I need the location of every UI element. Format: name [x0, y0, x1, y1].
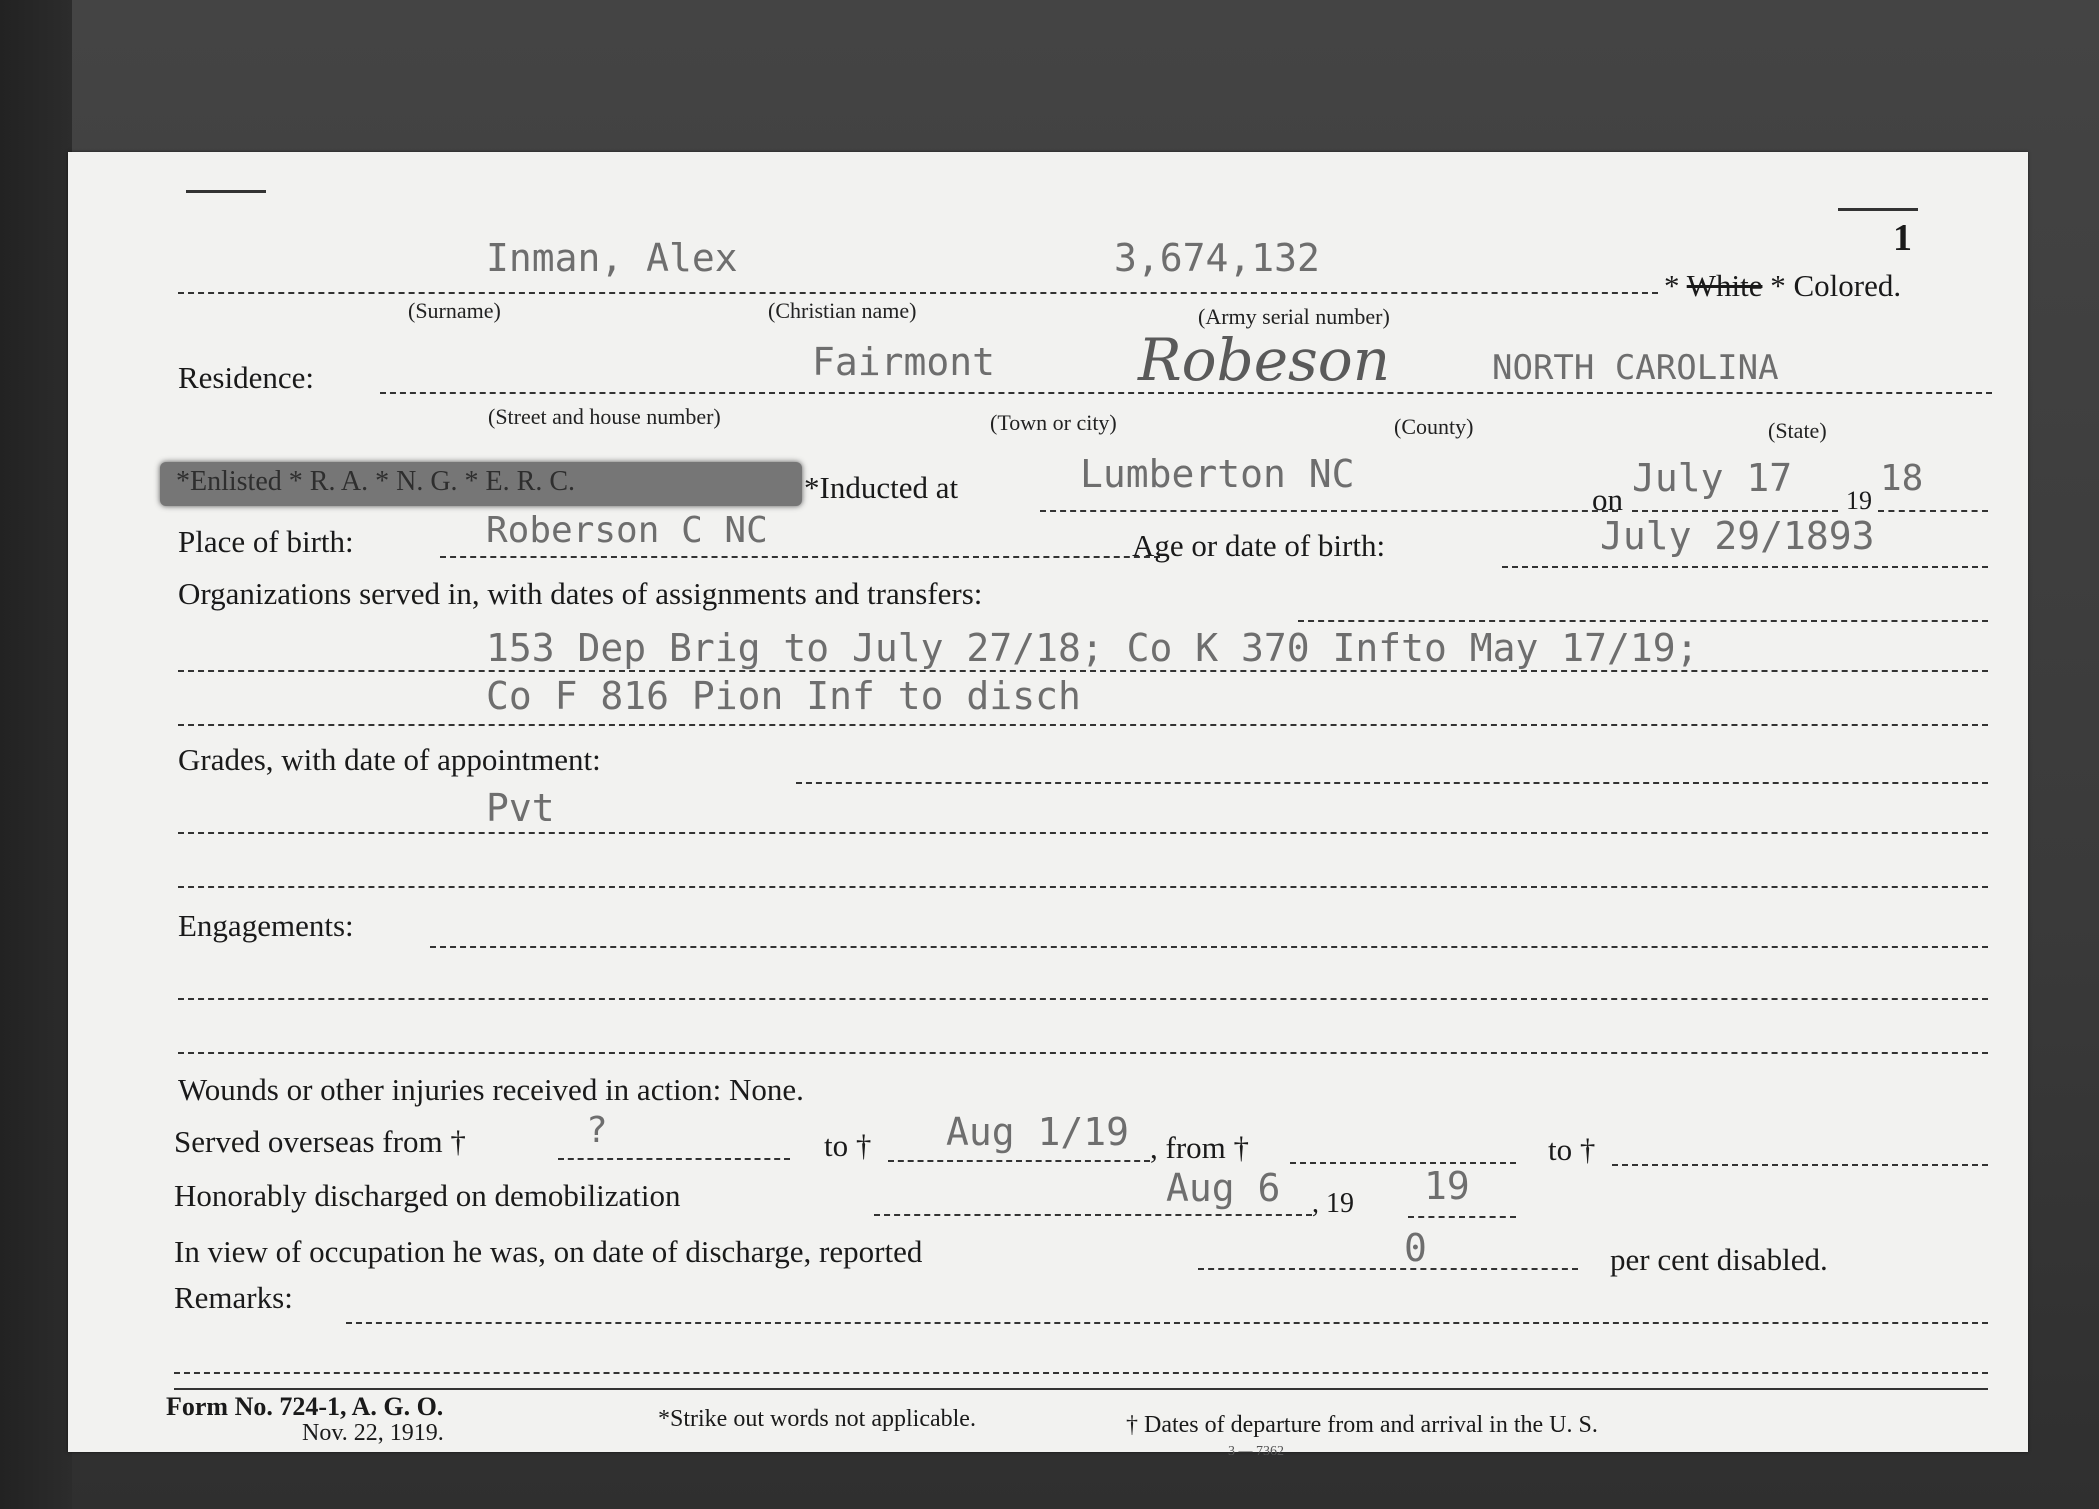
serial-number-caption: (Army serial number) — [1198, 304, 1390, 329]
overseas-from2-label: , from † — [1150, 1130, 1250, 1165]
county-value: Robeson — [1138, 326, 1391, 394]
induction-year-prefix: 19 — [1846, 486, 1872, 515]
organizations-line-2 — [178, 724, 1988, 726]
card-number: 1 — [1893, 217, 1912, 259]
on-label: on — [1592, 482, 1623, 517]
strike-out-note: *Strike out words not applicable. — [658, 1406, 976, 1432]
overseas-to-label: to † — [824, 1128, 872, 1163]
engagements-line-0 — [430, 946, 1988, 948]
induction-place-value: Lumberton NC — [1080, 452, 1355, 496]
grades-line-1 — [178, 832, 1988, 834]
place-of-birth-value: Roberson C NC — [486, 510, 768, 551]
overseas-from2-line — [1290, 1162, 1516, 1164]
stamp-number: 3 — 7362 — [1228, 1444, 1284, 1459]
age-label: Age or date of birth: — [1132, 528, 1386, 563]
state-value: NORTH CAROLINA — [1492, 348, 1779, 388]
residence-label: Residence: — [178, 360, 315, 395]
served-overseas-label: Served overseas from † — [174, 1124, 466, 1159]
town-value: Fairmont — [812, 340, 996, 384]
service-record-card — [68, 152, 2028, 1459]
organizations-line2-value: Co F 816 Pion Inf to disch — [486, 674, 1081, 718]
name-line — [178, 292, 1658, 294]
race-prefix: * — [1664, 268, 1680, 303]
overseas-to-line — [888, 1160, 1150, 1162]
grades-label: Grades, with date of appointment: — [178, 742, 601, 777]
place-of-birth-label: Place of birth: — [178, 524, 354, 559]
engagements-label: Engagements: — [178, 908, 354, 943]
engagements-line-2 — [178, 1052, 1988, 1054]
age-line — [1502, 566, 1988, 568]
corner-mark-left — [186, 190, 266, 193]
place-of-birth-line — [440, 556, 1160, 558]
organizations-line-0 — [1298, 620, 1988, 622]
grades-value: Pvt — [486, 786, 555, 830]
state-caption: (State) — [1768, 418, 1827, 443]
corner-mark-right — [1838, 208, 1918, 211]
induction-year-value: 18 — [1880, 458, 1924, 499]
induction-date-line — [1632, 510, 1838, 512]
discharge-year-prefix: , 19 — [1312, 1188, 1354, 1219]
discharge-date-value: Aug 6 — [1166, 1166, 1281, 1210]
dates-note: † Dates of departure from and arrival in the U. S. — [1126, 1412, 1598, 1438]
organizations-line1-value: 153 Dep Brig to July 27/18; Co K 370 Infto May 17/19; — [486, 626, 1699, 670]
grades-line-0 — [796, 782, 1988, 784]
induction-year-line — [1878, 510, 1988, 512]
discharge-year-line — [1408, 1216, 1516, 1218]
disability-suffix: per cent disabled. — [1610, 1242, 1828, 1277]
discharge-label: Honorably discharged on demobilization — [174, 1178, 681, 1213]
christian-name-caption: (Christian name) — [768, 298, 917, 323]
overseas-from-value: ? — [586, 1110, 608, 1151]
induction-place-line — [1040, 510, 1618, 512]
race-options — [1664, 268, 1901, 304]
organizations-label: Organizations served in, with dates of assignments and transfers: — [178, 576, 983, 611]
remarks-label: Remarks: — [174, 1280, 293, 1315]
footer-rule — [174, 1388, 1988, 1390]
engagements-line-1 — [178, 998, 1988, 1000]
remarks-line-1 — [174, 1372, 1988, 1374]
disability-value: 0 — [1404, 1226, 1427, 1270]
race-struck-option: White — [1686, 268, 1763, 303]
overseas-to2-label: to † — [1548, 1132, 1596, 1167]
remarks-line-0 — [346, 1322, 1988, 1324]
form-number: Form No. 724-1, A. G. O. — [166, 1392, 444, 1421]
scan-left-edge — [0, 0, 72, 1509]
form-date: Nov. 22, 1919. — [302, 1420, 444, 1446]
discharge-year-value: 19 — [1424, 1164, 1470, 1208]
organizations-line-1 — [178, 670, 1988, 672]
disability-label: In view of occupation he was, on date of discharge, reported — [174, 1234, 923, 1269]
county-caption: (County) — [1394, 414, 1474, 439]
discharge-date-line — [874, 1214, 1312, 1216]
street-caption: (Street and house number) — [488, 404, 721, 429]
grades-line-2 — [178, 886, 1988, 888]
overseas-from-line — [558, 1158, 790, 1160]
overseas-to2-line — [1612, 1164, 1988, 1166]
enlistment-options-text: *Enlisted * R. A. * N. G. * E. R. C. — [176, 466, 576, 497]
induction-date-value: July 17 — [1632, 456, 1793, 500]
wounds-label: Wounds or other injuries received in action: None. — [178, 1072, 804, 1107]
disability-line — [1198, 1268, 1578, 1270]
town-caption: (Town or city) — [990, 410, 1117, 435]
inducted-at-label: *Inducted at — [804, 470, 959, 505]
serial-number-value: 3,674,132 — [1114, 236, 1320, 280]
residence-line — [380, 392, 1992, 394]
surname-value: Inman, Alex — [486, 236, 738, 280]
date-of-birth-value: July 29/1893 — [1600, 514, 1875, 558]
surname-caption: (Surname) — [408, 298, 501, 323]
race-selected-option: * Colored. — [1770, 268, 1902, 303]
overseas-to-value: Aug 1/19 — [946, 1110, 1130, 1154]
